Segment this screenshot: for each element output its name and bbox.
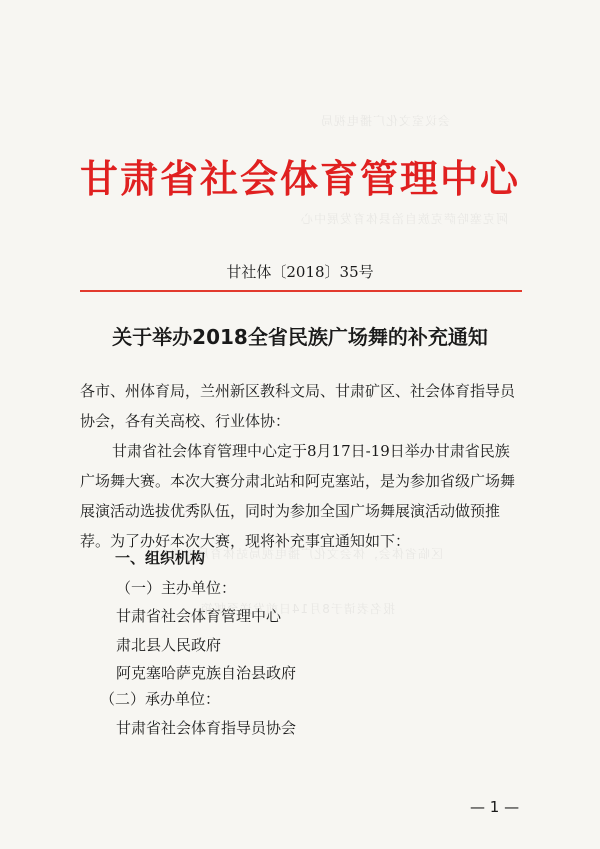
organizer-item: 甘肃省社会体育指导员协会 xyxy=(116,719,297,737)
sponsor-item: 肃北县人民政府 xyxy=(116,636,222,654)
bleed-through-text: 区临省体会，体会文化广播电视局站体育局推荐 xyxy=(170,547,444,561)
page-number: — 1 — xyxy=(470,798,520,816)
notice-title: 关于举办2018全省民族广场舞的补充通知 xyxy=(112,325,488,349)
issuing-office-header: 甘肃省社会体育管理中心 xyxy=(79,157,520,201)
sponsor-item: 阿克塞哈萨克族自治县政府 xyxy=(116,664,297,682)
red-divider-line xyxy=(80,290,522,292)
sponsor-item: 甘肃省社会体育管理中心 xyxy=(116,607,282,625)
intro-paragraph: 甘肃省社会体育管理中心定于8月17日-19日举办甘肃省民族广场舞大赛。本次大赛分肃北站和阿克塞站，是为参加省级广场舞展演活动选拔优秀队伍，同时为参加全国广场舞展演活动做预推荐。为了办好本次大赛，现将补充事宜通知如下： xyxy=(80,442,516,550)
organizer-label: （二）承办单位： xyxy=(100,690,221,708)
section-heading: 一、组织机构 xyxy=(115,549,206,567)
recipients-paragraph: 各市、州体育局，兰州新区教科文局、甘肃矿区、社会体育指导员协会，各有关高校、行业体协： xyxy=(80,382,516,430)
document-number: 甘社体〔2018〕35号 xyxy=(226,263,374,281)
bleed-through-text: 会议室文化广播电视局 xyxy=(320,114,451,128)
sponsor-label: （一）主办单位： xyxy=(116,579,237,597)
bleed-through-text: 报名表请于8月14日前发送至邮箱 xyxy=(200,602,395,616)
bleed-through-text: 阿克塞哈萨克族自治县体育发展中心 xyxy=(300,212,509,226)
